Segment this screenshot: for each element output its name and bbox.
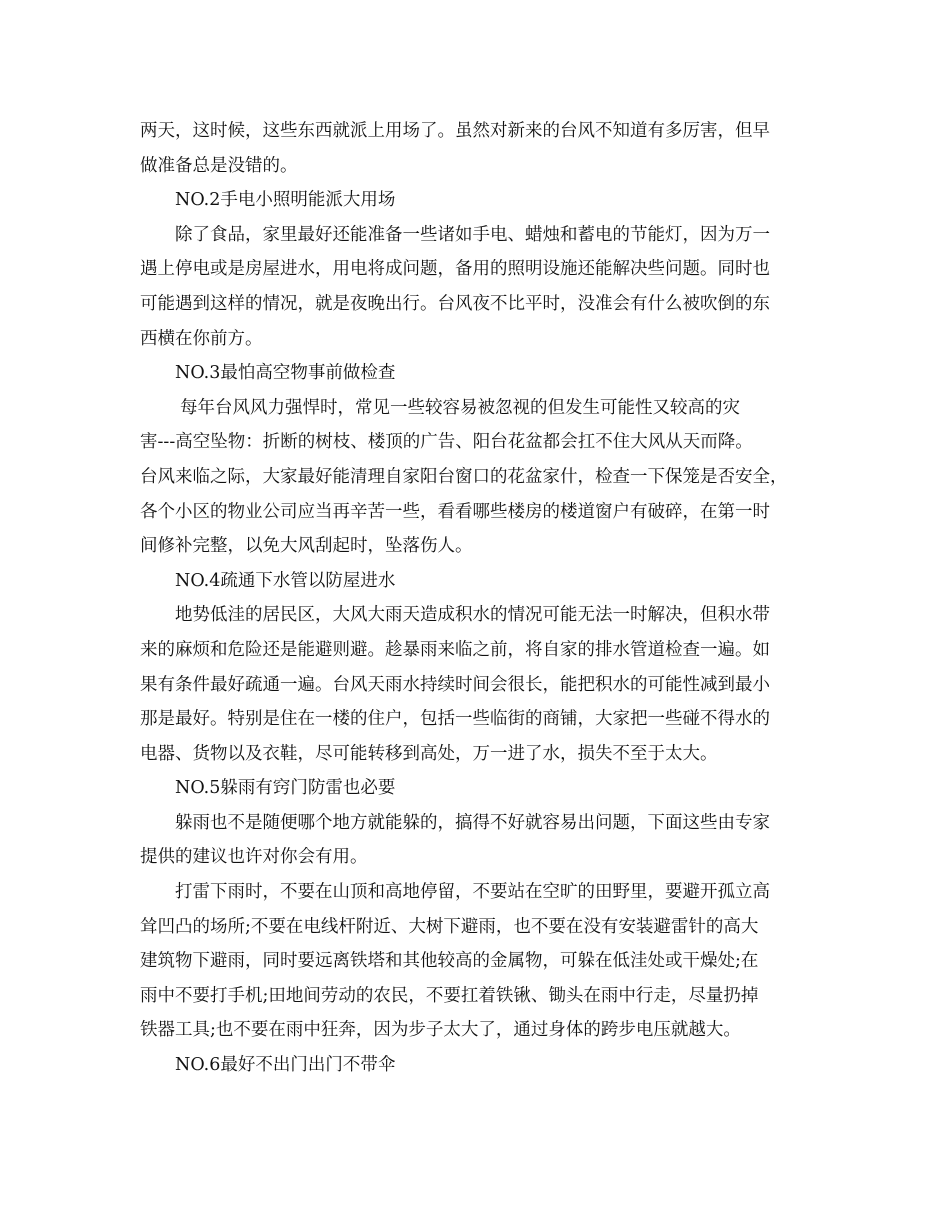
text-line: 除了食品，家里最好还能准备一些诸如手电、蜡烛和蓄电的节能灯，因为万一	[175, 224, 770, 245]
text-line: 果有条件最好疏通一遍。台风天雨水持续时间会很长，能把积水的可能性减到最小	[140, 674, 770, 695]
text-line: 铁器工具;也不要在雨中狂奔，因为步子太大了，通过身体的跨步电压就越大。	[140, 1020, 741, 1041]
text-line: 西横在你前方。	[140, 328, 263, 349]
document-body	[140, 114, 820, 1083]
text-line: 地势低洼的居民区，大风大雨天造成积水的情况可能无法一时解决，但积水带	[175, 605, 770, 626]
text-line: 耸凹凸的场所;不要在电线杆附近、大树下避雨，也不要在没有安装避雷针的高大	[140, 916, 759, 937]
text-line: 两天，这时候，这些东西就派上用场了。虽然对新来的台风不知道有多厉害，但早	[140, 121, 770, 141]
text-line: 间修补完整，以免大风刮起时，坠落伤人。	[140, 536, 473, 557]
text-line: 电器、货物以及衣鞋，尽可能转移到高处，万一进了水，损失不至于太大。	[140, 743, 718, 764]
text-line: 做准备总是没错的。	[140, 155, 298, 176]
text-line: 打雷下雨时，不要在山顶和高地停留，不要站在空旷的田野里，要避开孤立高	[175, 882, 770, 903]
text-line: 遇上停电或是房屋进水，用电将成问题，备用的照明设施还能解决些问题。同时也	[140, 259, 770, 280]
text-line: 害---高空坠物：折断的树枝、楼顶的广告、阳台花盆都会扛不住大风从天而降。	[140, 432, 753, 453]
section-heading-no3: NO.3最怕高空物事前做检查	[175, 363, 396, 384]
text-line: 那是最好。特别是住在一楼的住户，包括一些临街的商铺，大家把一些碰不得水的	[140, 709, 770, 730]
section-heading-no6: NO.6最好不出门出门不带伞	[175, 1055, 396, 1076]
text-line: 提供的建议也许对你会有用。	[140, 847, 368, 868]
text-line: 台风来临之际，大家最好能清理自家阳台窗口的花盆家什，检查一下保笼是否安全，	[140, 466, 788, 487]
section-heading-no2: NO.2手电小照明能派大用场	[175, 190, 396, 211]
text-line: 雨中不要打手机;田地间劳动的农民，不要扛着铁锹、锄头在雨中行走，尽量扔掉	[140, 985, 759, 1006]
section-heading-no5: NO.5躲雨有窍门防雷也必要	[175, 778, 396, 799]
section-heading-no4: NO.4疏通下水管以防屋进水	[175, 570, 396, 591]
text-line: 建筑物下避雨，同时要远离铁塔和其他较高的金属物，可躲在低洼处或干燥处;在	[140, 951, 759, 972]
text-line: 每年台风风力强悍时，常见一些较容易被忽视的但发生可能性又较高的灾	[180, 397, 740, 418]
text-line: 可能遇到这样的情况，就是夜晚出行。台风夜不比平时，没准会有什么被吹倒的东	[140, 293, 770, 314]
text-line: 来的麻烦和危险还是能避则避。趁暴雨来临之前，将自家的排水管道检查一遍。如	[140, 639, 770, 660]
text-line: 各个小区的物业公司应当再辛苦一些，看看哪些楼房的楼道窗户有破碎，在第一时	[140, 501, 770, 522]
text-line: 躲雨也不是随便哪个地方就能躲的，搞得不好就容易出问题，下面这些由专家	[175, 812, 770, 833]
